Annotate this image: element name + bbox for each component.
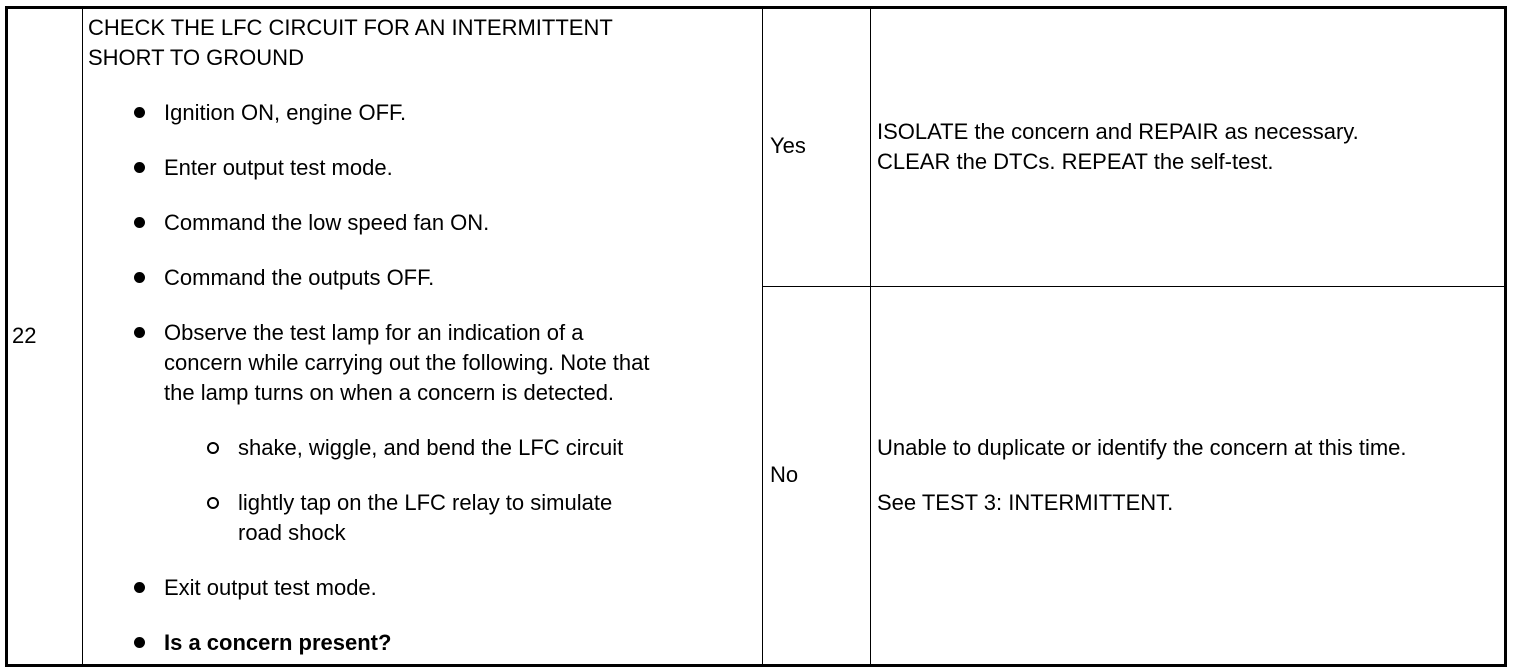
bullet-command-outputs-off: Command the outputs OFF. <box>164 265 435 290</box>
step-title-line-1: CHECK THE LFC CIRCUIT FOR AN INTERMITTENT <box>88 15 613 40</box>
bullet-ignition: Ignition ON, engine OFF. <box>164 100 407 125</box>
bullet-command-fan: Command the low speed fan ON. <box>164 210 490 235</box>
bullet-enter-test-mode: Enter output test mode. <box>164 155 393 180</box>
question-concern-present: Is a concern present? <box>164 630 392 655</box>
bullet-observe-line-1: Observe the test lamp for an indication of a <box>164 320 584 345</box>
bullet-exit-test-mode: Exit output test mode. <box>164 575 377 600</box>
bullet-icon <box>134 162 145 173</box>
row-divider-yes-no <box>762 286 1504 287</box>
bullet-icon <box>134 272 145 283</box>
column-divider-result <box>762 9 763 664</box>
bullet-observe-line-2: concern while carrying out the following. Note that <box>164 350 650 375</box>
column-divider-action <box>870 9 871 664</box>
bullet-observe-line-3: the lamp turns on when a concern is detected. <box>164 380 615 405</box>
bullet-icon <box>134 107 145 118</box>
step-number: 22 <box>12 323 37 348</box>
result-yes-label: Yes <box>770 133 806 158</box>
column-divider-step <box>82 9 83 664</box>
result-yes-action-line-1: ISOLATE the concern and REPAIR as necessary. <box>877 119 1359 144</box>
sub-bullet-shake: shake, wiggle, and bend the LFC circuit <box>238 435 624 460</box>
result-no-action-line-1: Unable to duplicate or identify the concern at this time. <box>877 435 1407 460</box>
step-title-line-2: SHORT TO GROUND <box>88 45 304 70</box>
bullet-icon <box>134 582 145 593</box>
bullet-icon <box>134 637 145 648</box>
bullet-icon <box>134 217 145 228</box>
sub-bullet-icon <box>207 442 219 454</box>
bullet-icon <box>134 327 145 338</box>
sub-bullet-icon <box>207 497 219 509</box>
result-no-action-line-2: See TEST 3: INTERMITTENT. <box>877 490 1174 515</box>
result-yes-action-line-2: CLEAR the DTCs. REPEAT the self-test. <box>877 149 1274 174</box>
result-no-label: No <box>770 462 799 487</box>
sub-bullet-tap-line-1: lightly tap on the LFC relay to simulate <box>238 490 613 515</box>
sub-bullet-tap-line-2: road shock <box>238 520 346 545</box>
